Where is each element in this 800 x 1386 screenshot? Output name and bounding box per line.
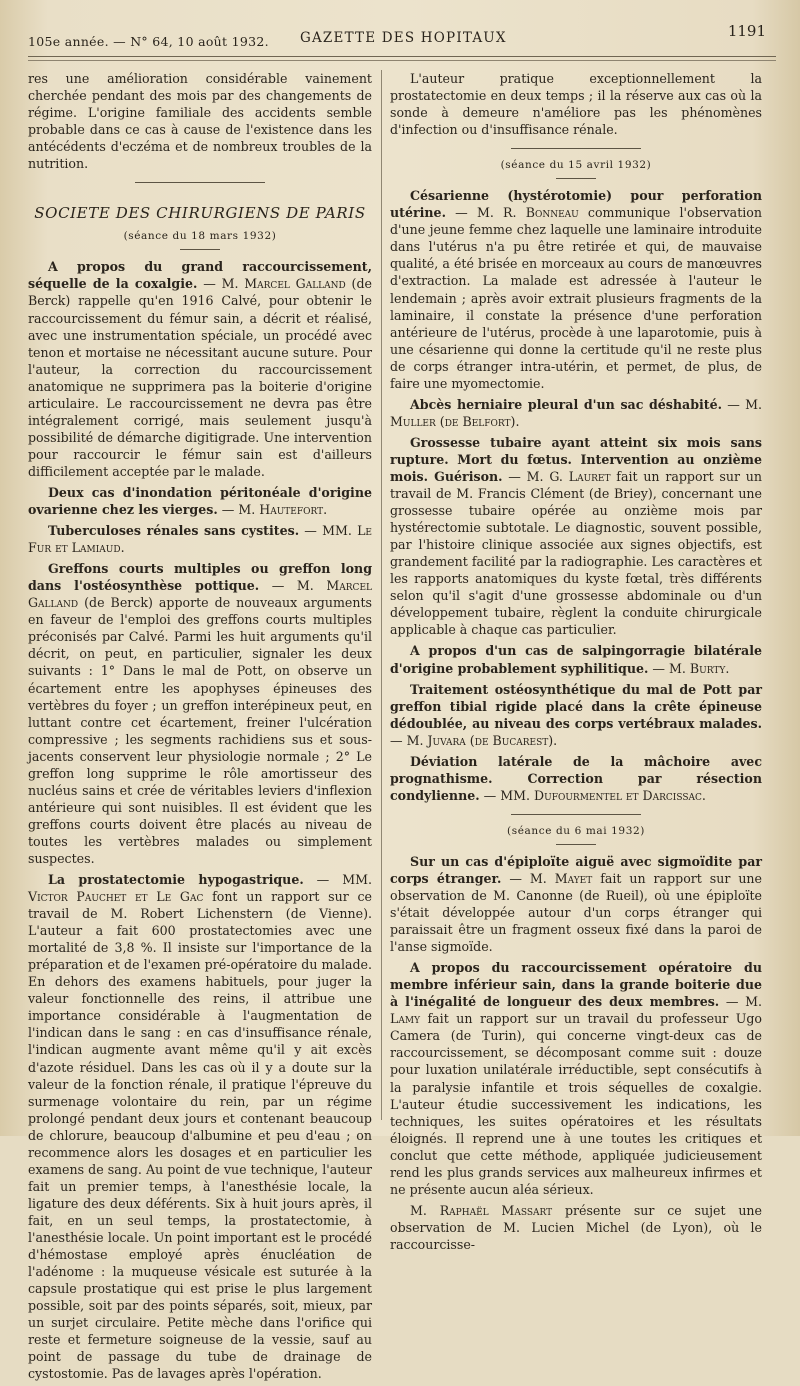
section-divider (135, 182, 265, 183)
article-grossesse: Grossesse tubaire ayant atteint six mois sans rupture. Mort du fœtus. Intervention au onzième mois. Guérison. — M. G. Lauret fait un rapport sur un travail de M. Francis Clément (de Briey), concernant une grossesse tubaire opérée au onzième mois par hystérectomie subtotale. Le diagnostic, souvent possible, par l'histoire clinique associée aux signes objectifs, est grandement facilité par la radiographie. Les caractères et les rapports anatomiques du kyste fœtal, très différents selon qu'il s'agit d'une grossesse abdominale ou d'un développement tubaire, règlent la conduite chirurgicale applicable à chaque cas particulier. (390, 434, 762, 638)
article-author: MM. Le Fur et Lamiaud. (28, 523, 372, 556)
section-divider (511, 148, 641, 149)
article-title: Greffons courts multiples ou greffon long dans l'ostéosynthèse pottique. (28, 561, 372, 594)
short-divider (556, 178, 596, 179)
article-text: fait un rapport sur une observation de M. Canonne (de Rueil), où une épiploïte s'était développée autour d'un corps étranger qui paraissait être un fragment osseux fixé dans la paroi de l'anse sigmoïde. (390, 870, 762, 955)
article-title: Tuberculoses rénales sans cystites. (48, 523, 300, 539)
article-prostatectomie: La prostatectomie hypogastrique. — MM. Victor Pauchet et Le Gac font un rapport sur ce travail de M. Robert Lichenstern (de Vienne). L'auteur a fait 600 prostatectomies avec une mortalité de 3,8 %. Il insiste sur l'importance de la préparation et de l'examen pré-opératoire du malade. En dehors des examens habituels, pour juger la valeur fonctionnelle des reins, il attribue une importance considérable à l'augmentation de l'indican dans le sang : en cas d'insuffisance rénale, l'indican augmente avant même qu'il y ait excès d'azote résiduel. Dans les cas où il y a doute sur la valeur de la fonction rénale, il pratique l'épreuve du surmenage volontaire du rein, par un régime prolongé pendant deux jours et contenant beaucoup de chlorure, beaucoup d'albumine et peu d'eau ; on recommence alors les dosages et en particulier les examens de sang. Au point de vue technique, l'auteur fait un premier temps, à l'anesthésie locale, la ligature des deux déférents. Six à huit jours après, il fait, en un seul temps, la prostatectomie, à l'anesthésie locale. Un point important est le procédé d'hémostase employé après énucléation de l'adénome : la muqueuse vésicale est suturée à la capsule prostatique qui est prise le plus largement possible, soit par des points séparés, soit, mieux, par un surjet circulaire. Petite mèche dans l'orifice qui reste et fermeture soigneuse de la vessie, sauf au point de passage du tube de drainage de cystostomie. Pas de lavages après l'opération. (28, 872, 372, 1382)
article-title: Deux cas d'inondation péritonéale d'origine ovarienne chez les vierges. (28, 484, 372, 518)
article-author: M. Muller (de Belfort). (390, 396, 762, 429)
journal-title: GAZETTE DES HOPITAUX (300, 30, 507, 46)
article-cesarienne: Césarienne (hystérotomie) pour perforation utérine. — M. R. Bonneau communique l'observation d'une jeune femme chez laquelle une laminaire introduite dans l'utérus n'a pu être retirée et qui, de mauvaise qualité, a été brisée en morceaux au cours de manœuvres d'extraction. La malade est adressée à l'auteur le lendemain ; après avoir extrait plusieurs fragments de la laminaire, il constate la présence d'une perforation antérieure de l'utérus, procède à une laparotomie, puis à une césarienne qui donne la certitude qu'il ne reste plus de corps étranger intra-utérin, et permet, de plus, de faire une myomectomie. (390, 188, 762, 391)
page-header (28, 20, 776, 64)
article-raccourcissement: A propos du grand raccourcissement, séquelle de la coxalgie. — M. Marcel Galland (de Berck) rappelle qu'en 1916 Calvé, pour obtenir le raccourcissement du fémur sain, a décrit et réalisé, avec une instrumentation spéciale, un procédé avec tenon et mortaise ne nécessitant aucune suture. Pour l'auteur, la correction du raccourcissement anatomique ne supprimera pas la boiterie d'origine articulaire. Le raccourcissement ne devra pas être intégralement corrigé, mais seulement jusqu'à possibilité de démarche digitigrade. Une intervention pour raccourcir le fémur sain est d'ailleurs difficilement acceptée par le malade. (28, 259, 372, 479)
article-text: communique l'observation d'une jeune femme chez laquelle une laminaire introduite dans l'utérus n'a pu être retirée et qui, de mauvaise qualité, a été brisée en morceaux au cours de manœuvres d'extraction. La malade est adressée à l'auteur le lendemain ; après avoir extrait plusieurs fragments de la laminaire, il constate la présence d'une perforation antérieure de l'utérus, procède à une laparotomie, puis à une césarienne qui donne la certitude qu'il ne reste plus de corps étranger intra-utérin, et permet, de plus, de faire une myomectomie. (390, 205, 762, 391)
article-author: M. R. Bonneau (476, 205, 579, 221)
article-author: M. Marcel Galland (221, 276, 346, 292)
article-greffons: Greffons courts multiples ou greffon long dans l'ostéosynthèse pottique. — M. Marcel Galland (de Berck) apporte de nouveaux arguments en faveur de l'emploi des greffons courts multiples préconisés par Calvé. Parmi les huit arguments qu'il décrit, on peut, en particulier, signaler les deux suivants : 1° Dans le mal de Pott, on observe un écartement entre les apophyses épineuses des vertèbres du foyer ; un greffon interépineux peut, en luttant contre cet écartement, freiner l'ulcération compressive ; les segments rachidiens sus et sous-jacents conservent leur physiologie normale ; 2° Le greffon long supprime le rôle amortisseur des nucléus sains et crée de véritables leviers d'inflexion antérieure qui sont nuisibles. Il est évident que les greffons courts doivent être placés au niveau de toutes les vertèbres malades ou simplement suspectes. (28, 561, 372, 866)
article-title: A propos du raccourcissement opératoire du membre inférieur sain, dans la grande boiterie due à l'inégalité de longueur des deux membres. (390, 960, 762, 1010)
article-author: M. G. Lauret (526, 468, 611, 484)
article-title: Grossesse tubaire ayant atteint six mois sans rupture. Mort du fœtus. Intervention au onzième mois. Guérison. (390, 434, 762, 484)
article-author: M. Juvara (de Bucarest). (406, 732, 558, 748)
article-title: La prostatectomie hypogastrique. (48, 872, 304, 888)
column-divider (381, 70, 382, 1120)
issue-info: 105e année. — N° 64, 10 août 1932. (28, 34, 269, 49)
header-rule (28, 56, 776, 57)
article-author: MM. Dufourmentel et Darcissac. (500, 787, 706, 803)
session-date: (séance du 6 mai 1932) (507, 824, 645, 837)
article-author: M. Marcel Galland (28, 578, 372, 611)
article-epiploite: Sur un cas d'épiploïte aiguë avec sigmoïdite par corps étranger. — M. Mayet fait un rapport sur une observation de M. Canonne (de Rueil), où une épiploïte s'était développée autour d'un corps étranger qui paraissait être un fragment osseux fixé dans la paroi de l'anse sigmoïde. (390, 853, 762, 955)
article-author: M. Hautefort. (238, 502, 328, 518)
article-author: M. Lamy (390, 994, 762, 1027)
society-title: SOCIETE DES CHIRURGIENS DE PARIS (34, 204, 366, 223)
right-column (390, 70, 762, 1257)
article-title: A propos d'un cas de salpingorragie bilatérale d'origine probablement syphilitique. (390, 643, 762, 676)
section-divider (511, 814, 641, 815)
short-divider (180, 249, 220, 250)
article-title: Sur un cas d'épiploïte aiguë avec sigmoïdite par corps étranger. (390, 853, 762, 886)
header-rule-secondary (28, 60, 776, 61)
article-inondation: Deux cas d'inondation péritonéale d'origine ovarienne chez les vierges. — M. Hautefort. (28, 484, 372, 518)
continued-paragraph: res une amélioration considérable vainement cherchée pendant des mois par des changements de régime. L'origine familiale des accidents semble probable dans ce cas à cause de l'existence dans les antécédents d'eczéma et de nombreux troubles de la nutrition. (28, 71, 372, 172)
article-title: Abcès herniaire pleural d'un sac déshabité. (410, 396, 723, 412)
article-author: M. Raphaël Massart (410, 1202, 553, 1218)
article-salpingorragie: A propos d'un cas de salpingorragie bilatérale d'origine probablement syphilitique. — M. Burty. (390, 643, 762, 676)
article-text: font un rapport sur ce travail de M. Robert Lichenstern (de Vienne). L'auteur a fait 600 prostatectomies avec une mortalité de 3,8 %. Il insiste sur l'importance de la préparation et de l'examen pré-opératoire du malade. En dehors des examens habituels, pour juger la valeur fonctionnelle des reins, il attribue une importance considérable à l'augmentation de l'indican dans le sang : en cas d'insuffisance rénale, l'indican augmente avant même qu'il y ait excès d'azote résiduel. Dans les cas où il y a doute sur la valeur de la fonction rénale, il pratique l'épreuve du surmenage volontaire du rein, par un régime prolongé pendant deux jours et contenant beaucoup de chlorure, beaucoup d'albumine et peu d'eau ; on recommence alors les dosages et en particulier les examens de sang. Au point de vue technique, l'auteur fait un premier temps, à l'anesthésie locale, la ligature des deux déférents. Six à huit jours après, il fait, en un seul temps, la prostatectomie, à l'anesthésie locale. Un point important est le procédé d'hémostase employé après énucléation de l'adénome : la muqueuse vésicale est suturée à la capsule prostatique qui est prise le plus largement possible, soit par des points séparés, soit, mieux, par un surjet circulaire. Petite mèche dans l'orifice qui reste et fermeture soigneuse de la vessie, sauf au point de passage du tube de drainage de cystostomie. Pas de lavages après l'opération. (28, 889, 372, 1382)
session-date: (séance du 15 avril 1932) (500, 159, 652, 172)
article-title: Traitement ostéosynthétique du mal de Pott par greffon tibial rigide placé dans la crête épineuse dédoublée, au niveau des corps vertébraux malades. (390, 681, 762, 731)
article-massart (390, 1202, 762, 1253)
page-number: 1191 (727, 22, 766, 40)
article-abces: Abcès herniaire pleural d'un sac déshabité. — M. Muller (de Belfort). (390, 396, 762, 429)
continued-paragraph: L'auteur pratique exceptionnellement la prostatectomie en deux temps ; il la réserve aux cas où la sonde à demeure n'améliore pas les phénomènes d'infection ou d'insuffisance rénale. (390, 71, 762, 138)
article-traitement-pott: Traitement ostéosynthétique du mal de Pott par greffon tibial rigide placé dans la crête épineuse dédoublée, au niveau des corps vertébraux malades. — M. Juvara (de Bucarest). (390, 681, 762, 748)
session-date: (séance du 18 mars 1932) (123, 230, 277, 243)
article-author: M. Burty. (669, 660, 730, 676)
article-text: (de Berck) rappelle qu'en 1916 Calvé, pour obtenir le raccourcissement du fémur sain, a décrit et réalisé, avec une instrumentation spéciale, un procédé avec tenon et mortaise ne nécessitant aucune suture. Pour l'auteur, la correction du raccourcissement anatomique ne supprimera pas la boiterie d'origine articulaire. Le raccourcissement ne devra pas être intégralement corrigé, mais seulement jusqu'à possibilité de démarche digitigrade. Une intervention pour raccourcir le fémur sain est d'ailleurs difficilement acceptée par le malade. (28, 276, 372, 479)
left-column (28, 70, 372, 1386)
article-text: présente sur ce sujet une observation de M. Lucien Michel (de Lyon), où le raccourcisse- (390, 1202, 762, 1252)
article-tuberculoses: Tuberculoses rénales sans cystites. — MM. Le Fur et Lamiaud. (28, 523, 372, 556)
article-author: M. Mayet (529, 870, 593, 886)
article-text: (de Berck) apporte de nouveaux arguments en faveur de l'emploi des greffons courts multiples préconisés par Calvé. Parmi les huit arguments qu'il décrit, on peut, en particulier, signaler les deux suivants : 1° Dans le mal de Pott, on observe un écartement entre les apophyses épineuses des vertèbres du foyer ; un greffon interépineux peut, en luttant contre cet écartement, freiner l'ulcération compressive ; les segments rachidiens sus et sous-jacents conservent leur physiologie normale ; 2° Le greffon long supprime le rôle amortisseur des nucléus sains et crée de véritables leviers d'inflexion antérieure qui sont nuisibles. Il est évident que les greffons courts doivent être placés au niveau de toutes les vertèbres malades ou simplement suspectes. (28, 595, 372, 866)
article-text: fait un rapport sur un travail du professeur Ugo Camera (de Turin), qui concerne vingt-deux cas de raccourcissement, se décomposant comme suit : douze pour luxation unilatérale irréductible, sept consécutifs à la paralysie infantile et trois séquelles de coxalgie. L'auteur étudie successivement les indications, les techniques, les suites opératoires et les résultats éloignés. Il reprend une à une toutes les critiques et conclut que cette méthode, appliquée judicieusement rend les plus grands services aux malheureux infirmes et ne présente aucun aléa sérieux. (390, 1011, 762, 1197)
article-machoire: Déviation latérale de la mâchoire avec prognathisme. Correction par résection condylienne. — MM. Dufourmentel et Darcissac. (390, 753, 762, 803)
article-title: A propos du grand raccourcissement, séquelle de la coxalgie. (28, 259, 372, 292)
article-title: Déviation latérale de la mâchoire avec prognathisme. Correction par résection condylienne. (390, 753, 762, 803)
article-text: fait un rapport sur un travail de M. Francis Clément (de Briey), concernant une grossesse tubaire opérée au onzième mois par hystérectomie subtotale. Le diagnostic, souvent possible, par l'histoire clinique associée aux signes objectifs, est grandement facilité par la radiographie. Les caractères et les rapports anatomiques du kyste fœtal, très différents selon qu'il s'agit d'une grossesse abdominale ou d'un développement tubaire, règlent la conduite chirurgicale applicable à chaque cas particulier. (390, 468, 762, 638)
article-raccourcissement-operatoire: A propos du raccourcissement opératoire du membre inférieur sain, dans la grande boiterie due à l'inégalité de longueur des deux membres. — M. Lamy fait un rapport sur un travail du professeur Ugo Camera (de Turin), qui concerne vingt-deux cas de raccourcissement, se décomposant comme suit : douze pour luxation unilatérale irréductible, sept consécutifs à la paralysie infantile et trois séquelles de coxalgie. L'auteur étudie successivement les indications, les techniques, les suites opératoires et les résultats éloignés. Il reprend une à une toutes les critiques et conclut que cette méthode, appliquée judicieusement rend les plus grands services aux malheureux infirmes et ne présente aucun aléa sérieux. (390, 960, 762, 1197)
short-divider (556, 844, 596, 845)
article-author: MM. Victor Pauchet et Le Gac (28, 872, 372, 905)
article-title: Césarienne (hystérotomie) pour perforation utérine. (390, 188, 762, 221)
